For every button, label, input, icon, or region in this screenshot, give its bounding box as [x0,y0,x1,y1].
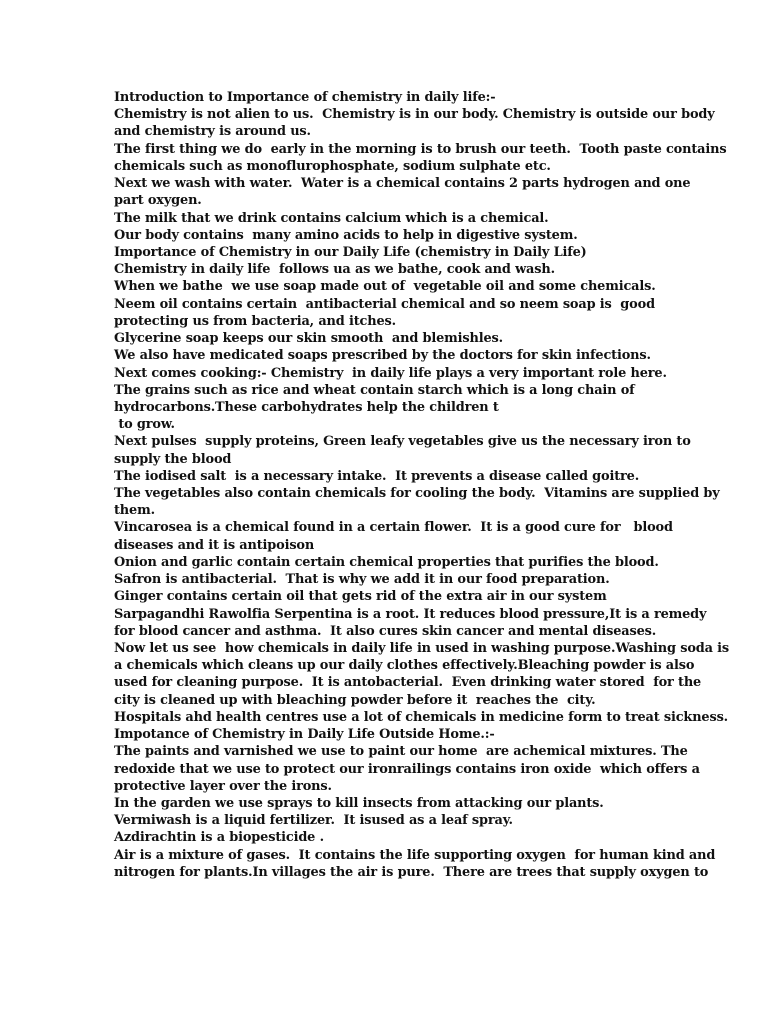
text-line: Chemistry is not alien to us. Chemistry is in our body. Chemistry is outside our body [114,107,715,123]
heading-importance-outside-home: Impotance of Chemistry in Daily Life Outside Home.:- [114,727,495,743]
text-line: Vincarosea is a chemical found in a certain flower. It is a good cure for blood [114,520,673,536]
heading-introduction: Introduction to Importance of chemistry in daily life:- [114,90,496,105]
text-line: We also have medicated soaps prescribed by the doctors for skin infections. [114,348,651,364]
text-line: When we bathe we use soap made out of vegetable oil and some chemicals. [114,279,656,295]
document-page [114,89,730,881]
text-line: Glycerine soap keeps our skin smooth and blemishles. [114,331,503,347]
text-line: Air is a mixture of gases. It contains the life supporting oxygen for human kind and [114,847,716,863]
text-line: hydrocarbons.These carbohydrates help the children t [114,399,499,415]
text-line: The paints and varnished we use to paint our home are achemical mixtures. The [114,744,688,760]
text-line: Onion and garlic contain certain chemical properties that purifies the blood. [114,554,659,570]
text-line: nitrogen for plants.In villages the air is pure. There are trees that supply oxygen to [114,864,709,880]
text-line: Chemistry in daily life follows ua as we bathe, cook and wash. [114,262,555,278]
text-line: used for cleaning purpose. It is antobacterial. Even drinking water stored for the [114,675,702,691]
text-line: Vermiwash is a liquid fertilizer. It isused as a leaf spray. [114,813,513,829]
text-line: Next pulses supply proteins, Green leafy vegetables give us the necessary iron to [114,434,691,450]
text-line: protecting us from bacteria, and itches. [114,313,396,329]
text-line: Neem oil contains certain antibacterial chemical and so neem soap is good [114,296,655,312]
text-line: supply the blood [114,451,232,467]
text-line: In the garden we use sprays to kill insects from attacking our plants. [114,795,604,811]
text-line: and chemistry is around us. [114,124,311,140]
text-line: protective layer over the irons. [114,778,332,794]
text-line: redoxide that we use to protect our ironrailings contains iron oxide which offers a [114,761,700,777]
text-line: them. [114,503,155,519]
text-line: The milk that we drink contains calcium which is a chemical. [114,210,549,226]
text-line: Ginger contains certain oil that gets rid of the extra air in our system [114,589,607,605]
text-line: The iodised salt is a necessary intake. It prevents a disease called goitre. [114,468,640,484]
heading-importance-daily-life: Importance of Chemistry in our Daily Life (chemistry in Daily Life) [114,244,587,260]
text-line: Next comes cooking:- Chemistry in daily life plays a very important role here. [114,365,667,381]
text-line: a chemicals which cleans up our daily clothes effectively.Bleaching powder is also [114,658,695,674]
text-line: for blood cancer and asthma. It also cures skin cancer and mental diseases. [114,623,657,639]
text-line: Sarpagandhi Rawolfia Serpentina is a root. It reduces blood pressure,It is a remedy [114,606,707,622]
text-line: to grow. [114,417,175,433]
text-line: Safron is antibacterial. That is why we add it in our food preparation. [114,572,610,588]
text-line: part oxygen. [114,193,202,209]
text-line: diseases and it is antipoison [114,537,315,553]
text-line: city is cleaned up with bleaching powder before it reaches the city. [114,692,596,708]
text-line: Now let us see how chemicals in daily life in used in washing purpose.Washing soda is [114,641,730,656]
text-line: The vegetables also contain chemicals for cooling the body. Vitamins are supplied by [114,486,720,502]
text-line: chemicals such as monoflurophosphate, sodium sulphate etc. [114,158,551,174]
text-line: The grains such as rice and wheat contain starch which is a long chain of [114,382,635,398]
text-line: The first thing we do early in the morning is to brush our teeth. Tooth paste contains [114,141,727,157]
text-line: Azdirachtin is a biopesticide . [114,830,324,846]
text-line: Our body contains many amino acids to help in digestive system. [114,227,578,243]
text-line: Hospitals ahd health centres use a lot of chemicals in medicine form to treat sickness. [114,709,729,725]
text-line: Next we wash with water. Water is a chemical contains 2 parts hydrogen and one [114,176,691,192]
